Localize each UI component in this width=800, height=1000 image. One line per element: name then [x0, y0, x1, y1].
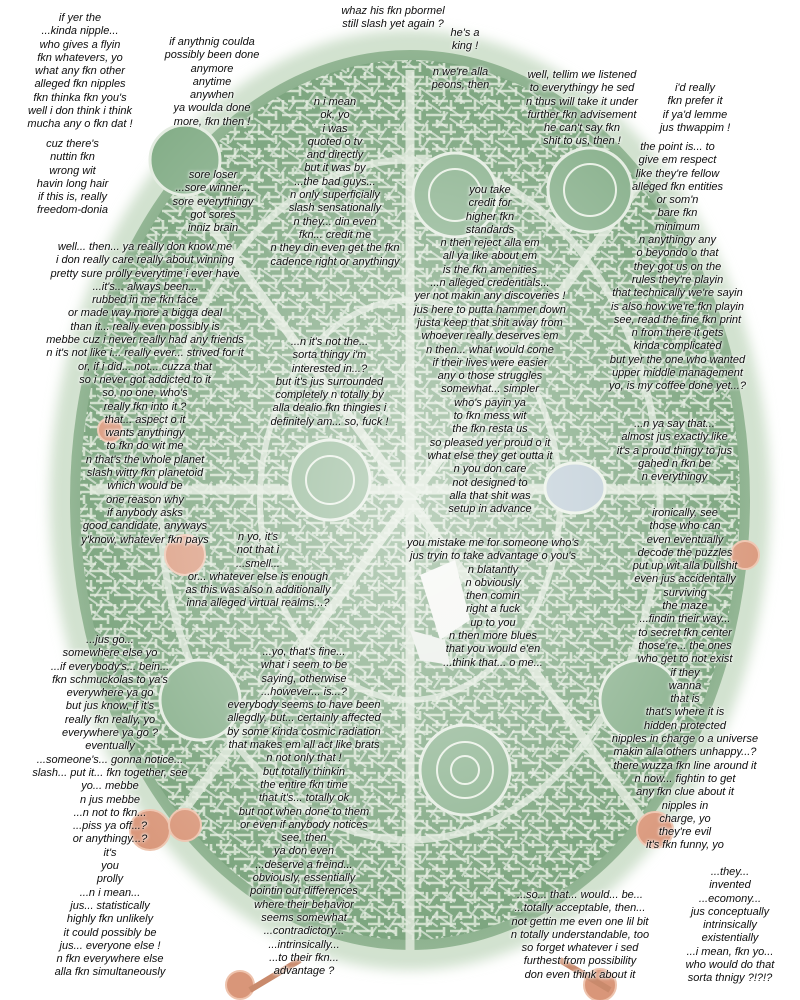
text-block-19: ...jus go... somewhere else yo ...if everybody's... bein... fkn schmuckolas to ya's everywhere ya go but jus know, if it's really fkn really, yo everywhere ya go ? eventually ...someone's... gonna notice... slash... put it... fkn together, see yo... mebbe n jus mebbe ...n not to fkn... ...piss ya off...? or anythingy...? it's you prolly ...n i mean... jus... statistically highly fkn unlikely it could possibly be jus... everyone else ! n fkn everywhere else alla fkn simultaneously — [32, 634, 188, 979]
text-block-05: n we're alla peons, then — [431, 66, 490, 92]
text-block-11: the point is... to give em respect like they're fellow alleged fkn entities or som'n bare fkn minimum n anythingy any o beyondo o that they got us on the rules they're playin that technically we're sayin is also how we're fkn playin see, read the fine fkn print n from there it gets kinda complicated but yer the one who wanted upper middle management yo, is my coffee done yet...? — [609, 141, 746, 393]
text-block-20: ...yo, that's fine... what i seem to be saying, otherwise ...however... is...? everybody seems to have been allegdly, but... certainly affected by some kinda cosmic radiation that makes em all act like brats n not only that ! but totally thinkin the entire fkn time that it's... totally ok but not when done to them or even if anybody notices see, then ya don even ...deserve a freind... obviously, essentially pointin out differences where their behavior seems somewhat ...contradictory... ...intrinsically... ...to their fkn... advantage ? — [227, 646, 381, 978]
text-block-08: n i mean ok, yo i was quoted o tv and directly but it was by ...the bad guys... n only superficially slash sensationally n they... din even fkn... credit me n they din even get the fkn cadence right or anythingy — [270, 96, 400, 268]
text-block-06: well, tellim we listened to everythingy he sed n thus will take it under further fkn advisement he can't say fkn shit to us, then ! — [526, 69, 638, 148]
text-block-18: you mistake me for someone who's jus tryin to take advantage o you's n blatantly n obviously then comin right a fuck up to you n then more blues that you would e'en ...think that... o me... — [406, 537, 580, 669]
text-block-21: ...so... that... would... be... ...totally acceptable, then... not gettin me even one lil bit n totally understandable, too so forget whatever i sed furthest from possibility don even think about it — [510, 889, 650, 981]
text-block-07: i'd really fkn prefer it if ya'd lemme jus thwappim ! — [659, 82, 731, 134]
text-block-04: if anythnig coulda possibly been done anymore anytime anywhen ya woulda done more, fkn then ! — [164, 36, 260, 128]
text-block-15: ...n ya say that... almost jus exactly like it's a proud thingy to jus gahed n fkn be n everythingy — [616, 418, 733, 484]
text-block-12: you take credit for higher fkn standards n then reject alla em all ya like about em is the fkn amenities ...n alleged credentials... yer not makin any discoveries ! jus here to putta hammer down justa keep that shit away from whoever really deserves em n then... what would come if their lives were easier any o those struggles somewhat... simpler who's payin ya to fkn mess wit the fkn resta us so pleased yer proud o it what else they get outta it n you don care not designed to alla that shit was setup in advance — [414, 184, 566, 516]
text-block-14: ...n it's not the... sorta thingy i'm interested in...? but it's jus surrounded completely n totally by alla dealio fkn thingies i definitely am... so, fuck ! — [270, 336, 389, 428]
text-block-09: cuz there's nuttin fkn wrong wit havin long hair if this is, really freedom-donia — [36, 138, 109, 217]
text-block-10: sore loser ...sore winner... sore everythingy got sores inniz brain — [172, 169, 254, 235]
text-block-17: n yo, it's not that i ...smell... or... whatever else is enough as this was also n additionally inna alleged virtual realms...? — [185, 531, 331, 610]
text-block-03: he's a king ! — [450, 27, 480, 53]
text-block-01: if yer the ...kinda nipple... who gives a flyin fkn whatevers, yo what any fkn other alleged fkn nipples fkn thinka fkn you's well i don think i think mucha any o fkn dat ! — [27, 12, 133, 131]
text-block-16: ironically, see those who can even eventually decode the puzzles put up wit alla bullshit even jus accidentally surviving the maze ...findin their way... to secret fkn center those're... the ones who get to not exist if they wanna that is that's where it is hidden protected nipples in charge o a universe makin alla others unhappy...? there wuzza fkn line around it n now... fightin to get any fkn clue about it nipples in charge, yo they're evil it's fkn funny, yo — [611, 507, 759, 852]
text-block-13: well... then... ya really don know me i don really care really about winning pretty sure prolly everytime i ever have ...it's... always been... rubbed in me fkn face or made way more a bigga deal than it... really even possibly is mebbe cuz i never really had any friends n it's not like i... really ever... strived for it or, if i did... not... cuzza that so i never got addicted to it so, no one, who's really fkn into it ? that... aspect o it wants anythingy to fkn do wit me n that's the whole planet slash witty fkn planetoid which would be one reason why if anybody asks good candidate, anyways y'know, whatever fkn pays — [46, 241, 244, 546]
text-block-22: ...they... invented ...ecomony... jus conceptually intrinsically existentially ...i mean, fkn yo... who would do that sorta thnigy ?!?!? — [685, 866, 775, 985]
text-block-02: whaz his fkn pbormel still slash yet again ? — [341, 5, 445, 31]
